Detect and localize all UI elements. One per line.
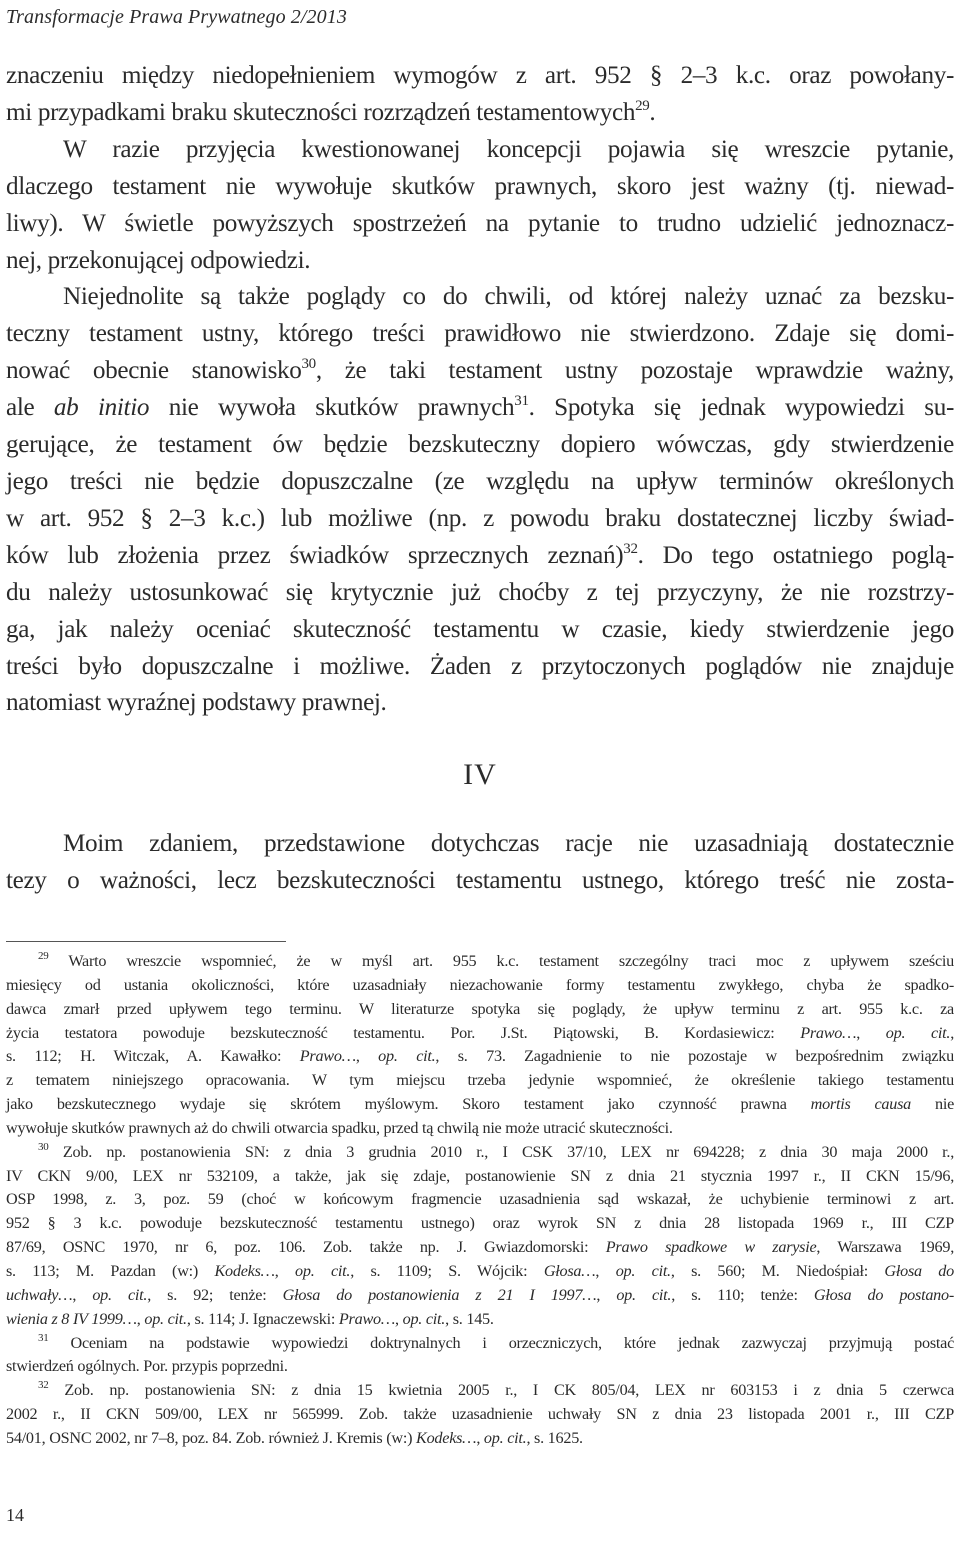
running-header: Transformacje Prawa Prywatnego 2/2013: [6, 6, 347, 28]
footnote-line: s. 113; M. Pazdan (w:) Kodeks…, op. cit., s. 1109; S. Wójcik: Głosa…, op. cit., s. 560; M. Niedośpiał: Głosa do: [6, 1261, 954, 1280]
footnote-line: dawca zmarł przed upływem tego terminu. W literaturze spotyka się poglądy, że upływ terminu z art. 955 k.c. za: [6, 999, 954, 1018]
body-text: [6, 58, 954, 722]
body-line: nej, przekonującej odpowiedzi.: [6, 246, 311, 274]
body-line: natomiast wyraźnej podstawy prawnej.: [6, 689, 387, 717]
footnotes: [6, 950, 954, 1451]
footnote-ref-31[interactable]: 31: [514, 393, 529, 410]
footnote-ref-30[interactable]: 30: [301, 356, 316, 373]
body-line: liwy). W świetle powyższych spostrzeżeń na pytanie to trudno udzielić jednoznacz-: [6, 209, 954, 237]
footnote-ref-32[interactable]: 32: [623, 540, 638, 557]
body-line: du należy ustosunkować się krytycznie już choćby z tej przyczyny, że nie rozstrzy-: [6, 578, 954, 606]
footnote-number: 31: [38, 1331, 49, 1344]
section-text: [6, 826, 954, 900]
section-heading: IV: [463, 758, 497, 791]
footnote-line: OSP 1998, z. 3, poz. 59 (choć w końcowym fragmencie uzasadnienia sąd wskazał, że uchybienie terminowi z art.: [6, 1190, 954, 1209]
footnote-line: wywołuje skutków prawnych aż do chwili otwarcia spadku, przed tą chwilą nie może utracić skuteczności.: [6, 1118, 673, 1137]
footnote-line: stwierdzeń ogólnych. Por. przypis poprzedni.: [6, 1357, 288, 1376]
body-line: nować obecnie stanowisko$^{30}$, że taki testament ustny pozostaje wprawdzie ważny,: [6, 356, 954, 385]
footnote-line: $^{30}$ Zob. np. postanowienia SN: z dnia 3 grudnia 2010 r., I CSK 37/10, LEX nr 694228; z dnia 30 maja 2000 r.,: [38, 1140, 954, 1161]
body-line: ale ab initio nie wywoła skutków prawnych$^{31}$. Spotyka się jednak wypowiedzi su-: [6, 393, 954, 422]
footnote-number: 30: [38, 1140, 49, 1153]
body-line: jego treści nie będzie dopuszczalne (ze względu na upływ terminów określonych: [6, 467, 954, 495]
footnote-ref-29[interactable]: 29: [635, 97, 650, 114]
footnote-line: $^{29}$ Warto wreszcie wspomnieć, że w myśl art. 955 k.c. testament szczególny traci moc z upływem sześciu: [38, 950, 954, 970]
body-line: teczny testament ustny, którego treści prawidłowo nie stwierdzono. Zdaje się domi-: [6, 320, 954, 348]
body-line: gerujące, że testament ów będzie bezskuteczny dopiero wówczas, gdy stwierdzenie: [6, 431, 954, 459]
footnote-line: $^{31}$ Oceniam na podstawie wypowiedzi doktrynalnych i orzeczniczych, które jednak zazwyczaj przyjmują postać: [38, 1331, 955, 1352]
footnote-line: $^{32}$ Zob. np. postanowienia SN: z dnia 15 kwietnia 2005 r., I CK 805/04, LEX nr 603153 i z dnia 5 czerwca: [38, 1379, 955, 1400]
body-line: ków lub złożenia przez świadków sprzecznych zeznań)$^{32}$. Do tego ostatniego poglą-: [6, 540, 954, 569]
body-line: w art. 952 § 2–3 k.c.) lub możliwe (np. z powodu braku dostatecznej liczby świad-: [6, 504, 954, 532]
body-line: tezy o ważności, lecz bezskuteczności testamentu ustnego, którego treść nie zosta-: [6, 866, 954, 894]
body-line: mi przypadkami braku skuteczności rozrządzeń testamentowych$^{29}$.: [6, 97, 656, 126]
footnote-line: s. 112; H. Witczak, A. Kawałko: Prawo…, op. cit., s. 73. Zagadnienie to nie pozostaje w bezpośrednim związku: [6, 1047, 954, 1066]
footnote-line: IV CKN 9/00, LEX nr 532109, a także, jak się zdaje, postanowienie SN z dnia 21 stycznia 1997 r., II CKN 15/96,: [6, 1166, 954, 1185]
body-line: ga, jak należy oceniać skuteczność testamentu w czasie, kiedy stwierdzenie jego: [6, 615, 954, 643]
page-number: 14: [6, 1505, 24, 1525]
body-line: W razie przyjęcia kwestionowanej koncepcji pojawia się wreszcie pytanie,: [63, 135, 954, 163]
footnote-line: 87/69, OSNC 1970, nr 6, poz. 106. Zob. także np. J. Gwiazdomorski: Prawo spadkowe w zarysie, Warszawa 1969,: [6, 1238, 954, 1257]
footnote-line: miesięcy od ustania okoliczności, które uzasadniały niezachowanie formy testamentu zwykłego, chyba że spadko-: [6, 975, 954, 994]
footnote-rule: [6, 941, 286, 942]
footnote-line: 952 § 3 k.c. powoduje bezskuteczność testamentu ustnego) oraz wyrok SN z dnia 28 listopada 1969 r., III CZP: [6, 1214, 954, 1233]
footnote-line: z tematem niniejszego opracowania. W tym miejscu trzeba jedynie wspomnieć, że określenie takiego testamentu: [6, 1071, 954, 1090]
footnote-line: wienia z 8 IV 1999…, op. cit., s. 114; J. Ignaczewski: Prawo…, op. cit., s. 145.: [6, 1309, 494, 1328]
body-line: Moim zdaniem, przedstawione dotychczas racje nie uzasadniają dostatecznie: [63, 830, 954, 857]
footnote-line: życia testatora powoduje bezskuteczność testamentu. Por. J.St. Piątowski, B. Kordasiewicz: Prawo…, op. cit.,: [6, 1023, 954, 1042]
footnote-line: uchwały…, op. cit., s. 92; tenże: Głosa do postanowienia z 21 I 1997…, op. cit., s. 110; tenże: Głosa do postano-: [6, 1285, 954, 1304]
body-line: znaczeniu między niedopełnieniem wymogów z art. 952 § 2–3 k.c. oraz powołany-: [6, 62, 954, 89]
footnote-line: 2002 r., II CKN 509/00, LEX nr 565999. Zob. także uzasadnienie uchwały SN z dnia 23 listopada 2001 r., III CZP: [6, 1405, 954, 1424]
footnote-number: 32: [38, 1379, 49, 1392]
body-line: dlaczego testament nie wywołuje skutków prawnych, skoro jest ważny (tj. niewad-: [6, 172, 954, 200]
body-line: Niejednolite są także poglądy co do chwili, od której należy uznać za bezsku-: [63, 283, 954, 311]
footnote-number: 29: [38, 950, 49, 962]
body-line: treści było dopuszczalne i możliwe. Żaden z przytoczonych poglądów nie znajduje: [6, 652, 954, 680]
footnote-line: 54/01, OSNC 2002, nr 7–8, poz. 84. Zob. również J. Kremis (w:) Kodeks…, op. cit., s. 1625.: [6, 1428, 583, 1447]
footnote-line: jako bezskutecznego wydaje się skrótem myślowym. Skoro testament jako czynność prawna mortis causa nie: [6, 1095, 954, 1114]
